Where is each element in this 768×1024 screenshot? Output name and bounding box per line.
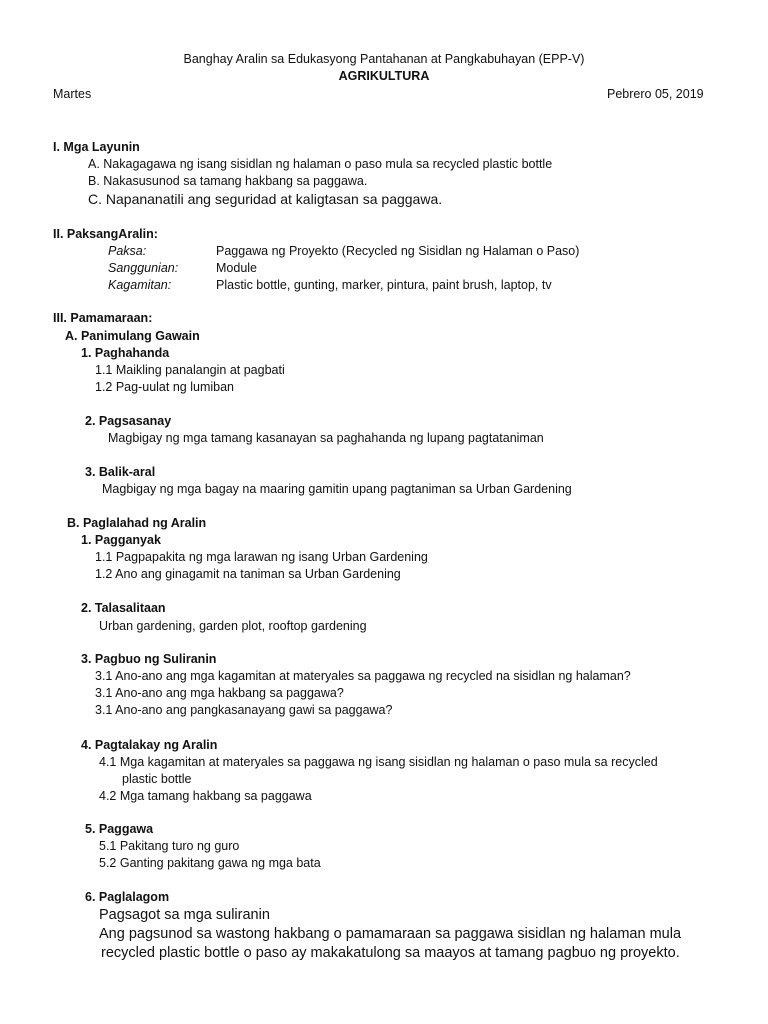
- date-label: Pebrero 05, 2019: [607, 87, 704, 101]
- paksa-label: Paksa:: [108, 244, 147, 258]
- pagsasanay-heading: 2. Pagsasanay: [85, 414, 172, 428]
- pagsasanay-text: Magbigay ng mga tamang kasanayan sa paghahanda ng lupang pagtataniman: [108, 431, 544, 445]
- section-pamamaraan-heading: III. Pamamaraan:: [53, 311, 153, 325]
- pagtalakay-item-1: 4.1 Mga kagamitan at materyales sa paggawa ng isang sisidlan ng halaman o paso mula sa recycled: [99, 755, 658, 769]
- layunin-item-c: C. Napananatili ang seguridad at kaligtasan sa paggawa.: [88, 191, 443, 207]
- sanggunian-label: Sanggunian:: [108, 261, 179, 275]
- paghahanda-item-2: 1.2 Pag-uulat ng lumiban: [95, 380, 234, 394]
- day-label: Martes: [53, 87, 92, 101]
- paglalagom-line-1: Pagsagot sa mga suliranin: [99, 907, 270, 923]
- paglalahad-heading: B. Paglalahad ng Aralin: [67, 516, 207, 530]
- paggawa-item-1: 5.1 Pakitang turo ng guro: [99, 839, 240, 853]
- pagganyak-item-2: 1.2 Ano ang ginagamit na taniman sa Urban Gardening: [95, 567, 401, 581]
- kagamitan-label: Kagamitan:: [108, 278, 172, 292]
- talasalitaan-text: Urban gardening, garden plot, rooftop gardening: [99, 619, 367, 633]
- balik-aral-heading: 3. Balik-aral: [85, 465, 156, 479]
- suliranin-item-1: 3.1 Ano-ano ang mga kagamitan at materyales sa paggawa ng recycled na sisidlan ng halaman?: [95, 669, 631, 683]
- pagganyak-heading: 1. Pagganyak: [81, 533, 161, 547]
- pagtalakay-item-2: 4.2 Mga tamang hakbang sa paggawa: [99, 789, 312, 803]
- document-title: Banghay Aralin sa Edukasyong Pantahanan at Pangkabuhayan (EPP-V): [183, 52, 585, 66]
- paggawa-heading: 5. Paggawa: [85, 822, 154, 836]
- layunin-item-b: B. Nakasusunod sa tamang hakbang sa paggawa.: [88, 174, 368, 188]
- paggawa-item-2: 5.2 Ganting pakitang gawa ng mga bata: [99, 856, 321, 870]
- paglalagom-line-2: Ang pagsunod sa wastong hakbang o pamamaraan sa paggawa sisidlan ng halaman mula: [99, 926, 682, 942]
- section-paksang-aralin-heading: II. PaksangAralin:: [53, 227, 158, 241]
- pagganyak-item-1: 1.1 Pagpapakita ng mga larawan ng isang Urban Gardening: [95, 550, 428, 564]
- kagamitan-value: Plastic bottle, gunting, marker, pintura, paint brush, laptop, tv: [216, 278, 552, 292]
- paglalagom-heading: 6. Paglalagom: [85, 890, 170, 904]
- balik-aral-text: Magbigay ng mga bagay na maaring gamitin upang pagtaniman sa Urban Gardening: [102, 482, 572, 496]
- paghahanda-item-1: 1.1 Maikling panalangin at pagbati: [95, 363, 285, 377]
- document-subtitle: AGRIKULTURA: [338, 69, 430, 83]
- suliranin-item-3: 3.1 Ano-ano ang pangkasanayang gawi sa paggawa?: [95, 703, 393, 717]
- pagtalakay-item-1-continued: plastic bottle: [122, 772, 192, 786]
- panimulang-gawain-heading: A. Panimulang Gawain: [65, 329, 200, 343]
- sanggunian-value: Module: [216, 261, 257, 275]
- section-layunin-heading: I. Mga Layunin: [53, 140, 140, 154]
- pagtalakay-heading: 4. Pagtalakay ng Aralin: [81, 738, 218, 752]
- suliranin-item-2: 3.1 Ano-ano ang mga hakbang sa paggawa?: [95, 686, 344, 700]
- paghahanda-heading: 1. Paghahanda: [81, 346, 170, 360]
- suliranin-heading: 3. Pagbuo ng Suliranin: [81, 652, 217, 666]
- paglalagom-line-3: recycled plastic bottle o paso ay makakatulong sa maayos at tamang pagbuo ng proyekto.: [101, 945, 680, 961]
- paksa-value: Paggawa ng Proyekto (Recycled ng Sisidlan ng Halaman o Paso): [216, 244, 580, 258]
- talasalitaan-heading: 2. Talasalitaan: [81, 601, 166, 615]
- layunin-item-a: A. Nakagagawa ng isang sisidlan ng halaman o paso mula sa recycled plastic bottle: [88, 157, 553, 171]
